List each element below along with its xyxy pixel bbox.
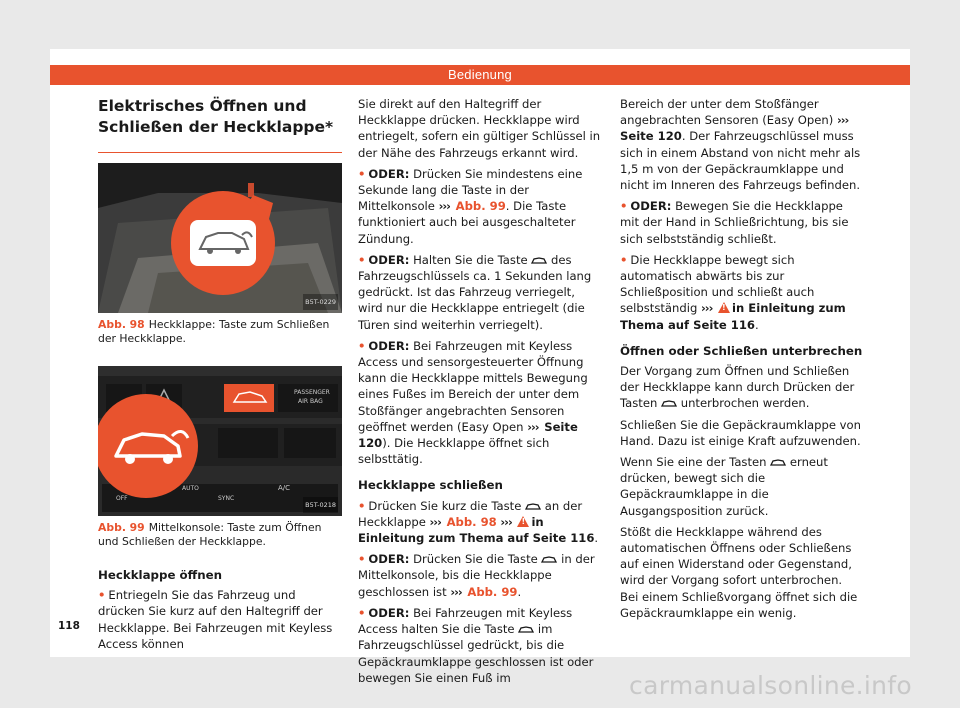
figure-label: Abb. 98 bbox=[98, 318, 145, 331]
figure-link[interactable]: Abb. 98 bbox=[446, 514, 497, 529]
ac-label: A/C bbox=[278, 484, 291, 492]
car-tailgate-icon bbox=[525, 502, 541, 510]
column-right bbox=[620, 96, 864, 626]
list-item: • ODER: Drücken Sie mindestens eine Sekunde lang die Taste in der Mittelkonsole ››› Abb. 99. Die Taste funktioniert auch bei ausgeschalteter Zündung. bbox=[358, 166, 583, 246]
car-tailgate-icon bbox=[541, 555, 557, 563]
list-item: • ODER: Drücken Sie die Taste in der Mittelkonsole, bis die Heckklappe geschlossen ist ››› Abb. 99. bbox=[358, 552, 595, 599]
airbag-label: AIR BAG bbox=[298, 398, 323, 405]
figure-id: B5T-0218 bbox=[303, 497, 338, 513]
warning-icon bbox=[718, 302, 730, 313]
paragraph: Der Vorgang zum Öffnen und Schließen der Heckklappe kann durch Drücken der Tasten unterbrochen werden. bbox=[620, 364, 855, 411]
figure-caption-text: Heckklappe: Taste zum Schließen der Heckklappe. bbox=[98, 318, 330, 345]
column-middle bbox=[358, 96, 602, 691]
car-tailgate-icon bbox=[770, 458, 786, 466]
list-item: • ODER: Bei Fahrzeugen mit Keyless Access halten Sie die Taste im Fahrzeugschlüssel gedrückt, bis die Gepäckraumklappe geschlossen ist oder bewegen Sie einen Fuß im bbox=[358, 605, 594, 685]
sync-label: SYNC bbox=[218, 495, 235, 502]
car-tailgate-icon bbox=[531, 256, 547, 264]
paragraph: Wenn Sie eine der Tasten erneut drücken, bewegt sich die Gepäckraumklappe in die Ausgangsposition zurück. bbox=[620, 455, 828, 518]
page-link[interactable]: Seite 120 bbox=[358, 419, 578, 451]
page-number: 118 bbox=[58, 620, 80, 632]
heading-open: Heckklappe öffnen bbox=[98, 568, 223, 582]
reference-arrow: ››› bbox=[438, 199, 450, 214]
list-item: • Drücken Sie kurz die Taste an der Heckklappe ››› Abb. 98 ››› ! in Einleitung zum Thema auf Seite 116. bbox=[358, 498, 602, 547]
warning-link[interactable]: in Einleitung zum Thema auf Seite 116 bbox=[358, 514, 595, 546]
section-title-block bbox=[98, 96, 342, 153]
figure-link[interactable]: Abb. 99 bbox=[455, 199, 506, 214]
figure-tailgate bbox=[98, 163, 342, 313]
paragraph: Sie direkt auf den Haltegriff der Heckklappe drücken. Heckklappe wird entriegelt, sofern ein gültiger Schlüssel in der Nähe des Fahrzeugs erkannt wird. bbox=[358, 97, 601, 160]
page-link[interactable]: Seite 120 bbox=[620, 129, 682, 144]
console-illustration bbox=[98, 366, 342, 516]
list-item: • ODER: Bei Fahrzeugen mit Keyless Access und sensorgesteuerter Öffnung kann die Heckklappe mittels Bewegung eines Fußes im Bereich der unter dem Stoßfänger angebrachten Sensoren geöffnet werden (Easy Open ››› Seite 120). Die Heckklappe öffnet sich selbsttätig. bbox=[358, 338, 588, 467]
tailgate-illustration bbox=[98, 163, 342, 313]
figure-center-console bbox=[98, 366, 342, 516]
list-item: • ODER: Bewegen Sie die Heckklappe mit der Hand in Schließrichtung, bis sie sich selbstständig schließt. bbox=[620, 199, 849, 246]
chapter-header: Bedienung bbox=[50, 65, 910, 85]
list-item: • Entriegeln Sie das Fahrzeug und drücken Sie kurz auf den Haltegriff der Heckklappe. Bei Fahrzeugen mit Keyless Access können bbox=[98, 588, 333, 651]
list-item: • ODER: Halten Sie die Taste des Fahrzeugschlüssels ca. 1 Sekunden lang gedrückt. Ist das Fahrzeug verriegelt, wird nur die Heckklappe entriegelt (die Türen sind weiterhin verriegelt). bbox=[358, 252, 592, 332]
column-left bbox=[98, 96, 342, 657]
warning-icon bbox=[517, 516, 529, 527]
heading-close: Heckklappe schließen bbox=[358, 478, 503, 493]
paragraph: Bereich der unter dem Stoßfänger angebrachten Sensoren (Easy Open) ››› Seite 120. Der Fahrzeugschlüssel muss sich in einem Abstand von nicht mehr als 1,5 m von der Gepäckraumklappe und nicht im Inneren des Fahrzeugs befinden. bbox=[620, 97, 861, 193]
list-item: • Die Heckklappe bewegt sich automatisch abwärts bis zur Schließposition und schließt auch selbstständig ››› ! in Einleitung zum Thema auf Seite 116. bbox=[620, 252, 864, 333]
figure-caption bbox=[98, 521, 342, 549]
auto-label: AUTO bbox=[182, 485, 199, 492]
watermark: carmanualsonline.info bbox=[629, 671, 912, 700]
warning-link[interactable]: in Einleitung zum Thema auf Seite 116 bbox=[620, 301, 846, 332]
car-tailgate-icon bbox=[661, 399, 677, 407]
bullet-dot: • bbox=[98, 588, 106, 603]
paragraph: Stößt die Heckklappe während des automatischen Öffnens oder Schließens auf einen Widerstand oder Gegenstand, wird der Vorgang sofort unterbrochen. Bei einem Schließvorgang öffnet sich die Gepäckraumklappe ein wenig. bbox=[620, 524, 858, 620]
figure-link[interactable]: Abb. 99 bbox=[467, 584, 518, 599]
figure-label: Abb. 99 bbox=[98, 521, 145, 534]
off-label: OFF bbox=[116, 495, 128, 502]
car-tailgate-icon bbox=[518, 625, 534, 633]
figure-id: B5T-0229 bbox=[303, 294, 338, 310]
section-title: Elektrisches Öffnen und Schließen der Heckklappe* bbox=[98, 97, 334, 136]
passenger-label: PASSENGER bbox=[294, 389, 330, 396]
figure-caption-text: Mittelkonsole: Taste zum Öffnen und Schließen der Heckklappe. bbox=[98, 521, 322, 548]
heading-interrupt: Öffnen oder Schließen unterbrechen bbox=[620, 343, 863, 358]
figure-caption bbox=[98, 318, 342, 346]
paragraph: Schließen Sie die Gepäckraumklappe von Hand. Dazu ist einige Kraft aufzuwenden. bbox=[620, 417, 861, 448]
